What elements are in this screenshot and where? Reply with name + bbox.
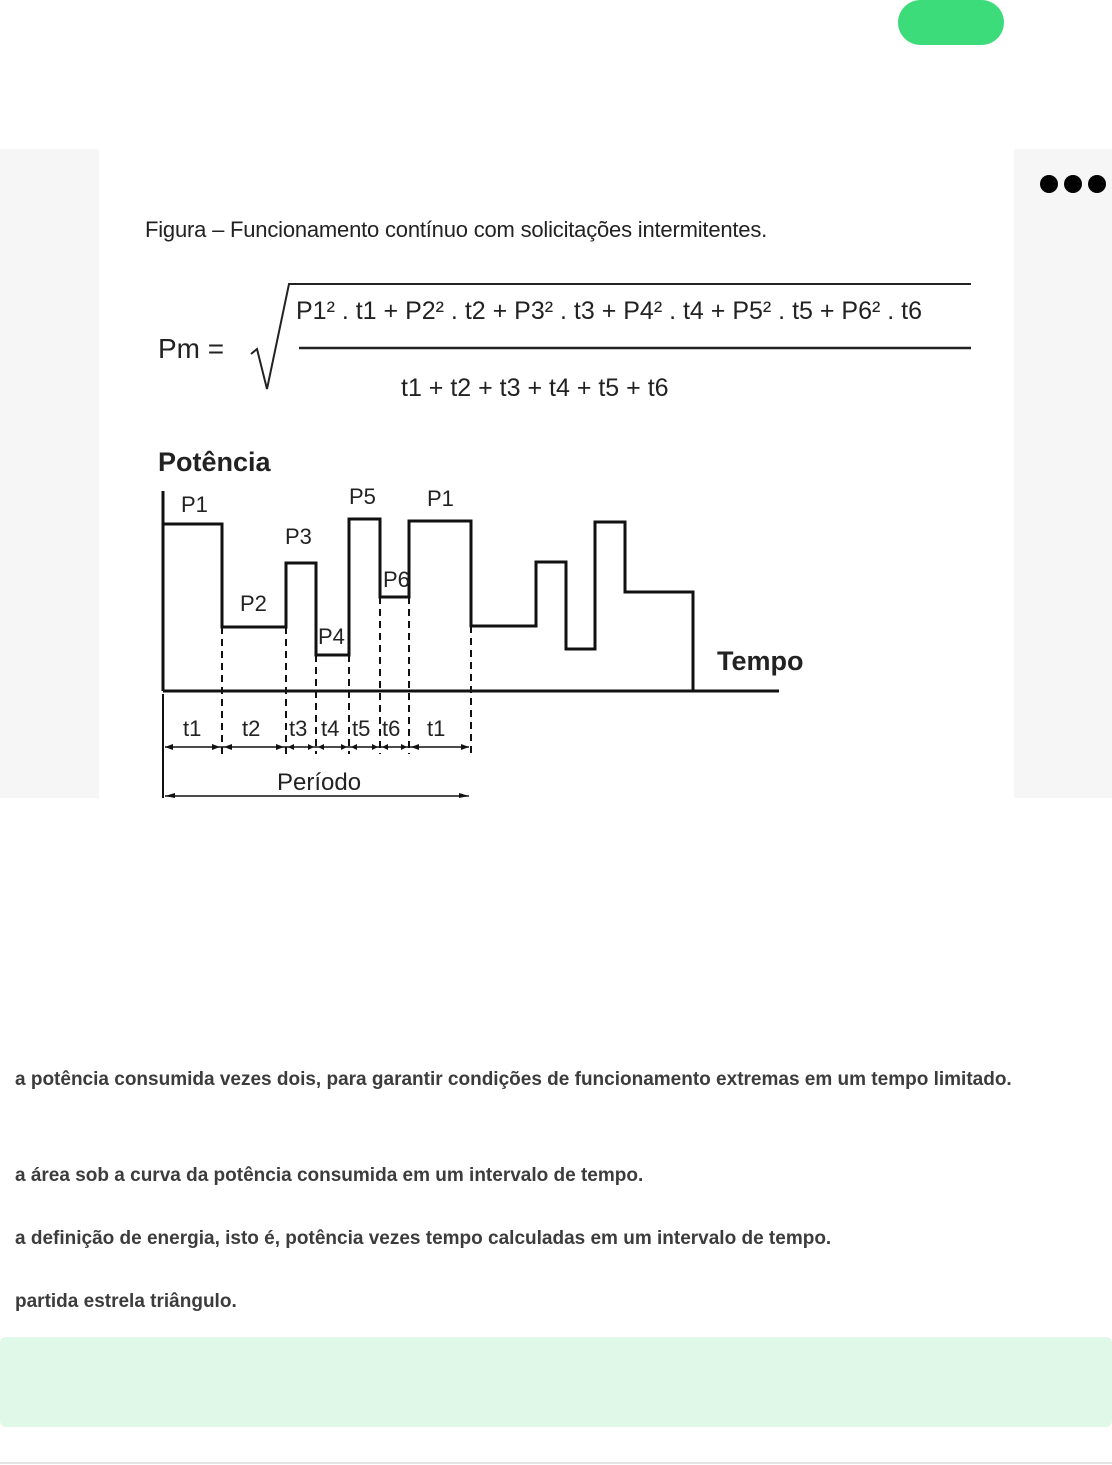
label-p6: P6 [383,567,410,592]
label-p5: P5 [349,484,376,509]
option-a[interactable]: a potência consumida vezes dois, para garantir condições de funcionamento extremas em um tempo limitado. [15,1069,1012,1090]
formula-numerator: P1² . t1 + P2² . t2 + P3² . t3 + P4² . t4 + P5² . t5 + P6² . t6 [296,297,923,325]
label-p1-repeat: P1 [427,486,454,511]
label-p2: P2 [240,591,267,616]
period-label: Período [277,769,362,796]
action-button[interactable] [898,0,1004,45]
label-t4: t4 [321,716,340,741]
figure-caption: Figura – Funcionamento contínuo com solicitações intermitentes. [145,217,768,242]
label-t1: t1 [183,716,202,741]
label-p1: P1 [181,492,208,517]
more-icon[interactable] [1040,173,1112,195]
label-t6: t6 [382,716,401,741]
formula-denominator: t1 + t2 + t3 + t4 + t5 + t6 [401,374,669,402]
question-figure [99,149,1014,798]
bottom-divider [0,1462,1112,1464]
figure-diagram [99,149,1014,798]
label-p4: P4 [318,624,345,649]
answer-feedback-box [0,1337,1112,1427]
dot [1040,175,1058,193]
option-b[interactable]: a área sob a curva da potência consumida em um intervalo de tempo. [15,1165,644,1186]
option-d[interactable]: partida estrela triângulo. [15,1291,237,1312]
option-c[interactable]: a definição de energia, isto é, potência vezes tempo calculadas em um intervalo de tempo. [15,1228,832,1249]
right-panel [1014,149,1112,798]
left-panel [0,149,99,798]
label-t5: t5 [352,716,371,741]
label-p3: P3 [285,524,312,549]
label-t1-repeat: t1 [427,716,446,741]
dot [1088,175,1106,193]
formula-lhs: Pm = [158,333,225,364]
dot [1064,175,1082,193]
label-t3: t3 [289,716,308,741]
label-t2: t2 [242,716,261,741]
x-axis-label: Tempo [717,646,804,676]
y-axis-label: Potência [158,447,271,477]
